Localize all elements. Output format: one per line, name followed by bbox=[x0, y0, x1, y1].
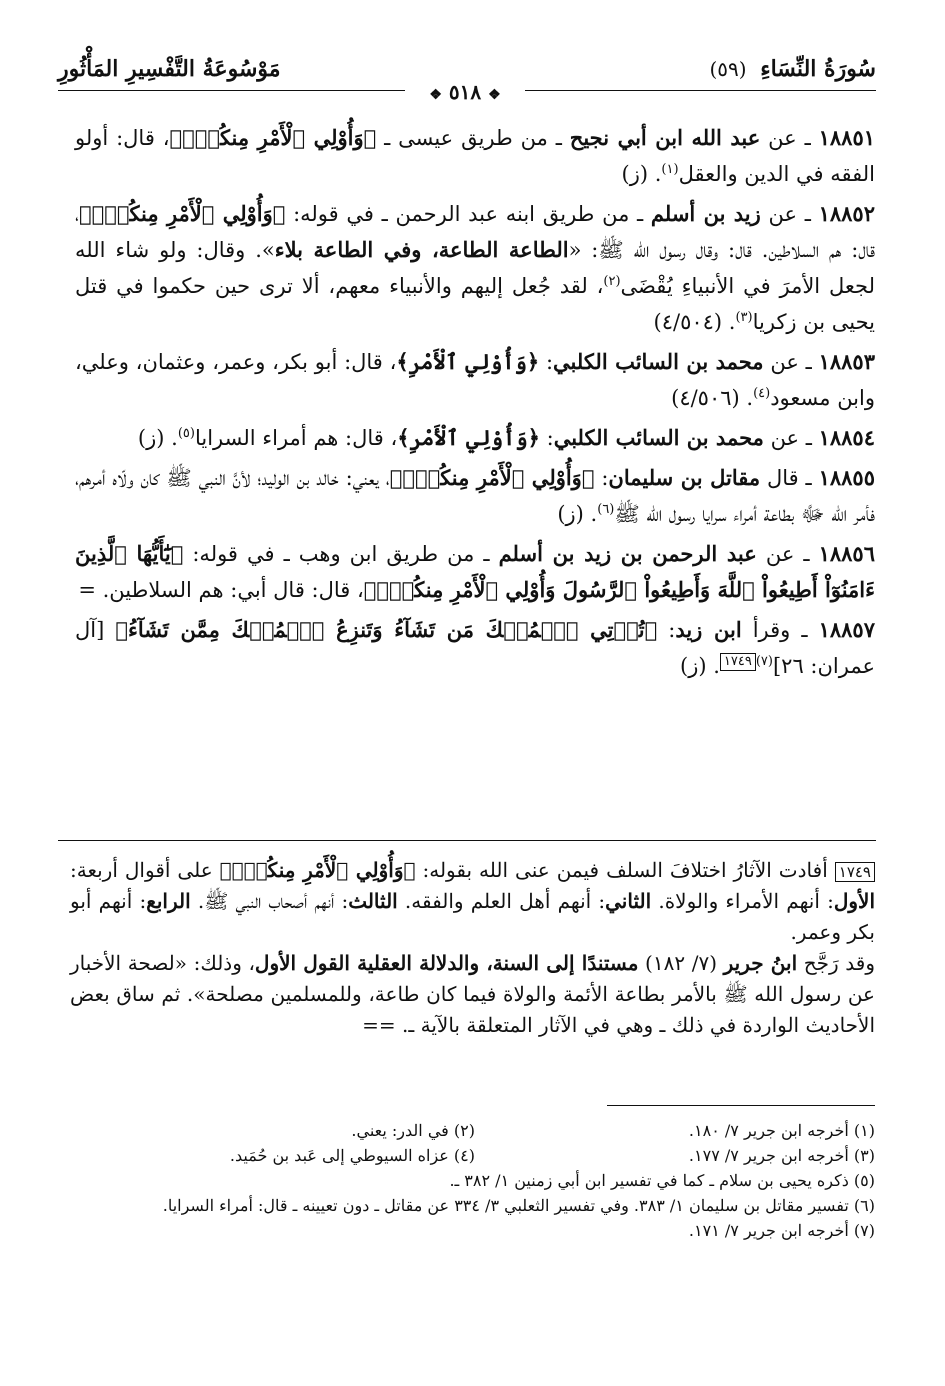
narrator-name: محمد بن السائب الكلبي bbox=[553, 425, 764, 450]
narration-text: ـ من طريق ابنه عبد الرحمن ـ في قوله: bbox=[285, 202, 651, 226]
narration-text: . (٤/٥٠٦) bbox=[671, 386, 754, 410]
sura-title: سُورَةُ النِّسَاءِ bbox=[760, 56, 876, 82]
narration-number: ١٨٨٥٢ bbox=[818, 201, 875, 226]
footnote-ref[interactable]: (١) bbox=[661, 162, 679, 177]
commentary-divider bbox=[58, 840, 876, 841]
commentary-text: وقد رَجَّح bbox=[797, 951, 875, 975]
footnote: (٣) أخرجه ابن جرير ٧/ ١٧٧. bbox=[688, 1146, 875, 1165]
narration-entry bbox=[75, 196, 875, 340]
narration-text: ، لقد جُعل إليهم والأنبياء معهم، ألا ترى حين حكموا في قتل يحيى بن زكريا bbox=[75, 274, 875, 334]
narrator-name: محمد بن السائب الكلبي bbox=[553, 349, 764, 374]
commentary-text: : أنهم أبو بكر وعمر. bbox=[70, 889, 875, 944]
commentary-text: ، وذلك: «لصحة الأخبار عن رسول الله ﷺ بالأمر بطاعة الأئمة والولاة فيما كان طاعة، وللمسلمين مصلحة». ثم ساق بعض الأحاديث الواردة في ذلك ـ وهي في الآثار المتعلقة بالآية ـ. == bbox=[70, 951, 875, 1037]
narration-text: ـ وقرأ bbox=[741, 618, 819, 642]
narration-text: ، قال: هم أمراء السرايا bbox=[194, 426, 398, 450]
narrations bbox=[75, 120, 875, 688]
narration-text: ـ قال bbox=[760, 466, 819, 490]
quran-quote: ﴿تُؤۡتِي ٱلۡمُلۡكَ مَن تَشَآءُ وَتَنزِعُ ٱلۡمُلۡكَ مِمَّن تَشَآءُ﴾ bbox=[115, 617, 658, 642]
narrator-name: زيد بن أسلم bbox=[650, 201, 761, 226]
opinion-label: الرابع bbox=[146, 889, 191, 913]
narration-entry bbox=[75, 460, 875, 532]
narration-entry bbox=[75, 120, 875, 192]
footnote-ref[interactable]: (٤) bbox=[753, 386, 771, 401]
narration-text: ، قال: أبو بكر، وعمر، وعثمان، وعلي، وابن مسعود bbox=[75, 350, 875, 410]
narration-text: . (ز) bbox=[557, 502, 598, 526]
narration-text: ـ من طريق عيسى ـ bbox=[376, 126, 570, 150]
opinion-label: الثالث bbox=[348, 889, 398, 913]
footnote-ref[interactable]: (٦) bbox=[597, 502, 615, 517]
sura-number: (٥٩) bbox=[709, 57, 747, 81]
footnote-divider bbox=[607, 1105, 875, 1106]
narration-text: ، قال: هم السلاطين. قال: وقال رسول الله ﷺ: « bbox=[75, 202, 876, 262]
narration-text: ـ من طريق ابن وهب ـ في قوله: bbox=[183, 542, 499, 566]
footnote-ref[interactable]: (٣) bbox=[735, 310, 753, 325]
quran-quote: ﴿وَأُوْلِي ٱلْأَمْرِ﴾ bbox=[397, 425, 540, 450]
commentary-paragraph bbox=[70, 855, 875, 948]
footnote-ref[interactable]: (٧) bbox=[755, 654, 773, 669]
scholar-name: ابنُ جرير bbox=[723, 951, 798, 975]
narration-text: : bbox=[657, 618, 676, 642]
narration-text: ، قال: أولو الفقه في الدين والعقل bbox=[75, 126, 875, 186]
narration-text: : bbox=[539, 350, 554, 374]
narration-text: . (ز) bbox=[621, 162, 662, 186]
hadith-text: الطاعة الطاعة، وفي الطاعة بلاء bbox=[274, 237, 569, 262]
narrator-name: عبد الله ابن أبي نجيح bbox=[569, 125, 761, 150]
narration-text: ـ عن bbox=[763, 426, 819, 450]
narration-number: ١٨٨٥٤ bbox=[818, 425, 875, 450]
narration-number: ١٨٨٥٧ bbox=[818, 617, 875, 642]
narration-text: ، يعني: خالد بن الوليد؛ لأنَّ النبي ﷺ كان ولّاه أمرهم، فأمر الله ﷻ بطاعة أمراء سرايا رسول الله ﷺ bbox=[75, 466, 875, 526]
narration-number: ١٨٨٥٣ bbox=[818, 349, 875, 374]
narration-text: . (٤/٥٠٤) bbox=[653, 310, 736, 334]
footnote-row bbox=[70, 1118, 875, 1143]
commentary-block bbox=[70, 855, 875, 1041]
narration-text: ـ عن bbox=[760, 202, 819, 226]
narration-number: ١٨٨٥١ bbox=[818, 125, 876, 150]
sura-header bbox=[709, 56, 876, 82]
commentary-number-box: ١٧٤٩ bbox=[835, 862, 875, 882]
narration-text: : bbox=[539, 426, 554, 450]
commentary-text: على أقوال أربعة: bbox=[70, 858, 220, 882]
narration-text: [آل عمران: ٢٦] bbox=[75, 618, 875, 678]
commentary-text: : أنهم الأمراء والولاة. bbox=[651, 889, 834, 913]
narration-entry bbox=[75, 536, 875, 608]
narrator-name: عبد الرحمن بن زيد بن أسلم bbox=[498, 541, 757, 566]
footnote: (٦) تفسير مقاتل بن سليمان ١/ ٣٨٣. وفي تفسير الثعلبي ٣/ ٣٣٤ عن مقاتل ـ دون تعيينه ـ قال: أمراء السرايا. bbox=[162, 1196, 875, 1215]
commentary-text: (٧/ ١٨٢) bbox=[638, 951, 724, 975]
page-number: ٥١٨ bbox=[448, 80, 482, 104]
narration-text: : bbox=[594, 466, 609, 490]
ornament-icon: ❖ bbox=[429, 87, 442, 103]
narration-text: ـ عن bbox=[760, 126, 819, 150]
footnote: (٢) في الدر: يعني. bbox=[351, 1121, 475, 1140]
commentary-text: : أنهم أصحاب النبي ﷺ. bbox=[190, 889, 349, 913]
commentary-emphasis: مستندًا إلى السنة، والدلالة العقلية القول الأول bbox=[254, 951, 639, 975]
commentary-text: أفادت الآثارُ اختلافَ السلف فيمن عنى الله بقوله: bbox=[415, 858, 835, 882]
footnote-row bbox=[70, 1143, 875, 1168]
quran-quote: ﴿يَٰٓأَيُّهَا ٱلَّذِينَ ءَامَنُوٓاْ أَطِيعُواْ ٱللَّهَ وَأَطِيعُواْ ٱلرَّسُولَ وَأُوْلِي ٱلْأَمْرِ مِنكُمْۖ﴾ bbox=[75, 541, 875, 602]
quran-quote: ﴿وَأُوْلِي ٱلْأَمْرِ مِنكُمْۖ﴾ bbox=[389, 465, 595, 490]
quran-quote: ﴿وَأُوْلِي ٱلْأَمْرِ مِنكُمْۖ﴾ bbox=[169, 125, 377, 150]
narration-text: . (ز) bbox=[137, 426, 178, 450]
narration-entry bbox=[75, 344, 875, 416]
page-number-box bbox=[405, 80, 525, 104]
footnote: (٥) ذكره يحيى بن سلام ـ كما في تفسير ابن أبي زمنين ١/ ٣٨٢ ـ. bbox=[449, 1171, 875, 1190]
quran-quote: ﴿وَأُوْلِي ٱلْأَمْرِ﴾ bbox=[396, 349, 540, 374]
narrator-name: ابن زيد bbox=[675, 617, 742, 642]
narration-text: ». وقال: ولو شاء الله لجعل الأمرَ في الأنبياءِ يُقْضَى bbox=[75, 238, 875, 298]
footnote: (٤) عزاه السيوطي إلى عَبد بن حُمَيد. bbox=[229, 1146, 475, 1165]
narration-text: . (ز) bbox=[680, 654, 720, 678]
commentary-ref-box[interactable]: ١٧٤٩ bbox=[720, 653, 756, 671]
footnote-ref[interactable]: (٢) bbox=[603, 274, 621, 289]
footnotes bbox=[70, 1118, 875, 1243]
footnote: (١) أخرجه ابن جرير ٧/ ١٨٠. bbox=[688, 1121, 875, 1140]
commentary-text: : أنهم أهل العلم والفقه. bbox=[397, 889, 606, 913]
narration-entry bbox=[75, 612, 875, 684]
narration-number: ١٨٨٥٦ bbox=[818, 541, 875, 566]
narration-number: ١٨٨٥٥ bbox=[818, 465, 875, 490]
footnote: (٧) أخرجه ابن جرير ٧/ ١٧١. bbox=[688, 1221, 875, 1240]
opinion-label: الثاني bbox=[605, 889, 652, 913]
opinion-label: الأول bbox=[833, 889, 875, 913]
commentary-paragraph bbox=[70, 948, 875, 1041]
book-title: مَوْسُوعَةُ التَّفْسِيرِ المَأْثُورِ bbox=[58, 56, 281, 82]
narration-text: ـ عن bbox=[763, 350, 819, 374]
narration-entry bbox=[75, 420, 875, 456]
quran-quote: ﴿وَأُوْلِي ٱلْأَمْرِ مِنكُمْۖ﴾ bbox=[219, 858, 416, 882]
narration-text: ، قال: قال أبي: هم السلاطين. = bbox=[78, 578, 364, 602]
quran-quote: ﴿وَأُوْلِي ٱلْأَمْرِ مِنكُمْۖ﴾ bbox=[79, 201, 286, 226]
narration-text: ـ عن bbox=[756, 542, 819, 566]
narrator-name: مقاتل بن سليمان bbox=[608, 465, 761, 490]
ornament-icon: ❖ bbox=[488, 87, 501, 103]
footnote-ref[interactable]: (٥) bbox=[177, 426, 195, 441]
